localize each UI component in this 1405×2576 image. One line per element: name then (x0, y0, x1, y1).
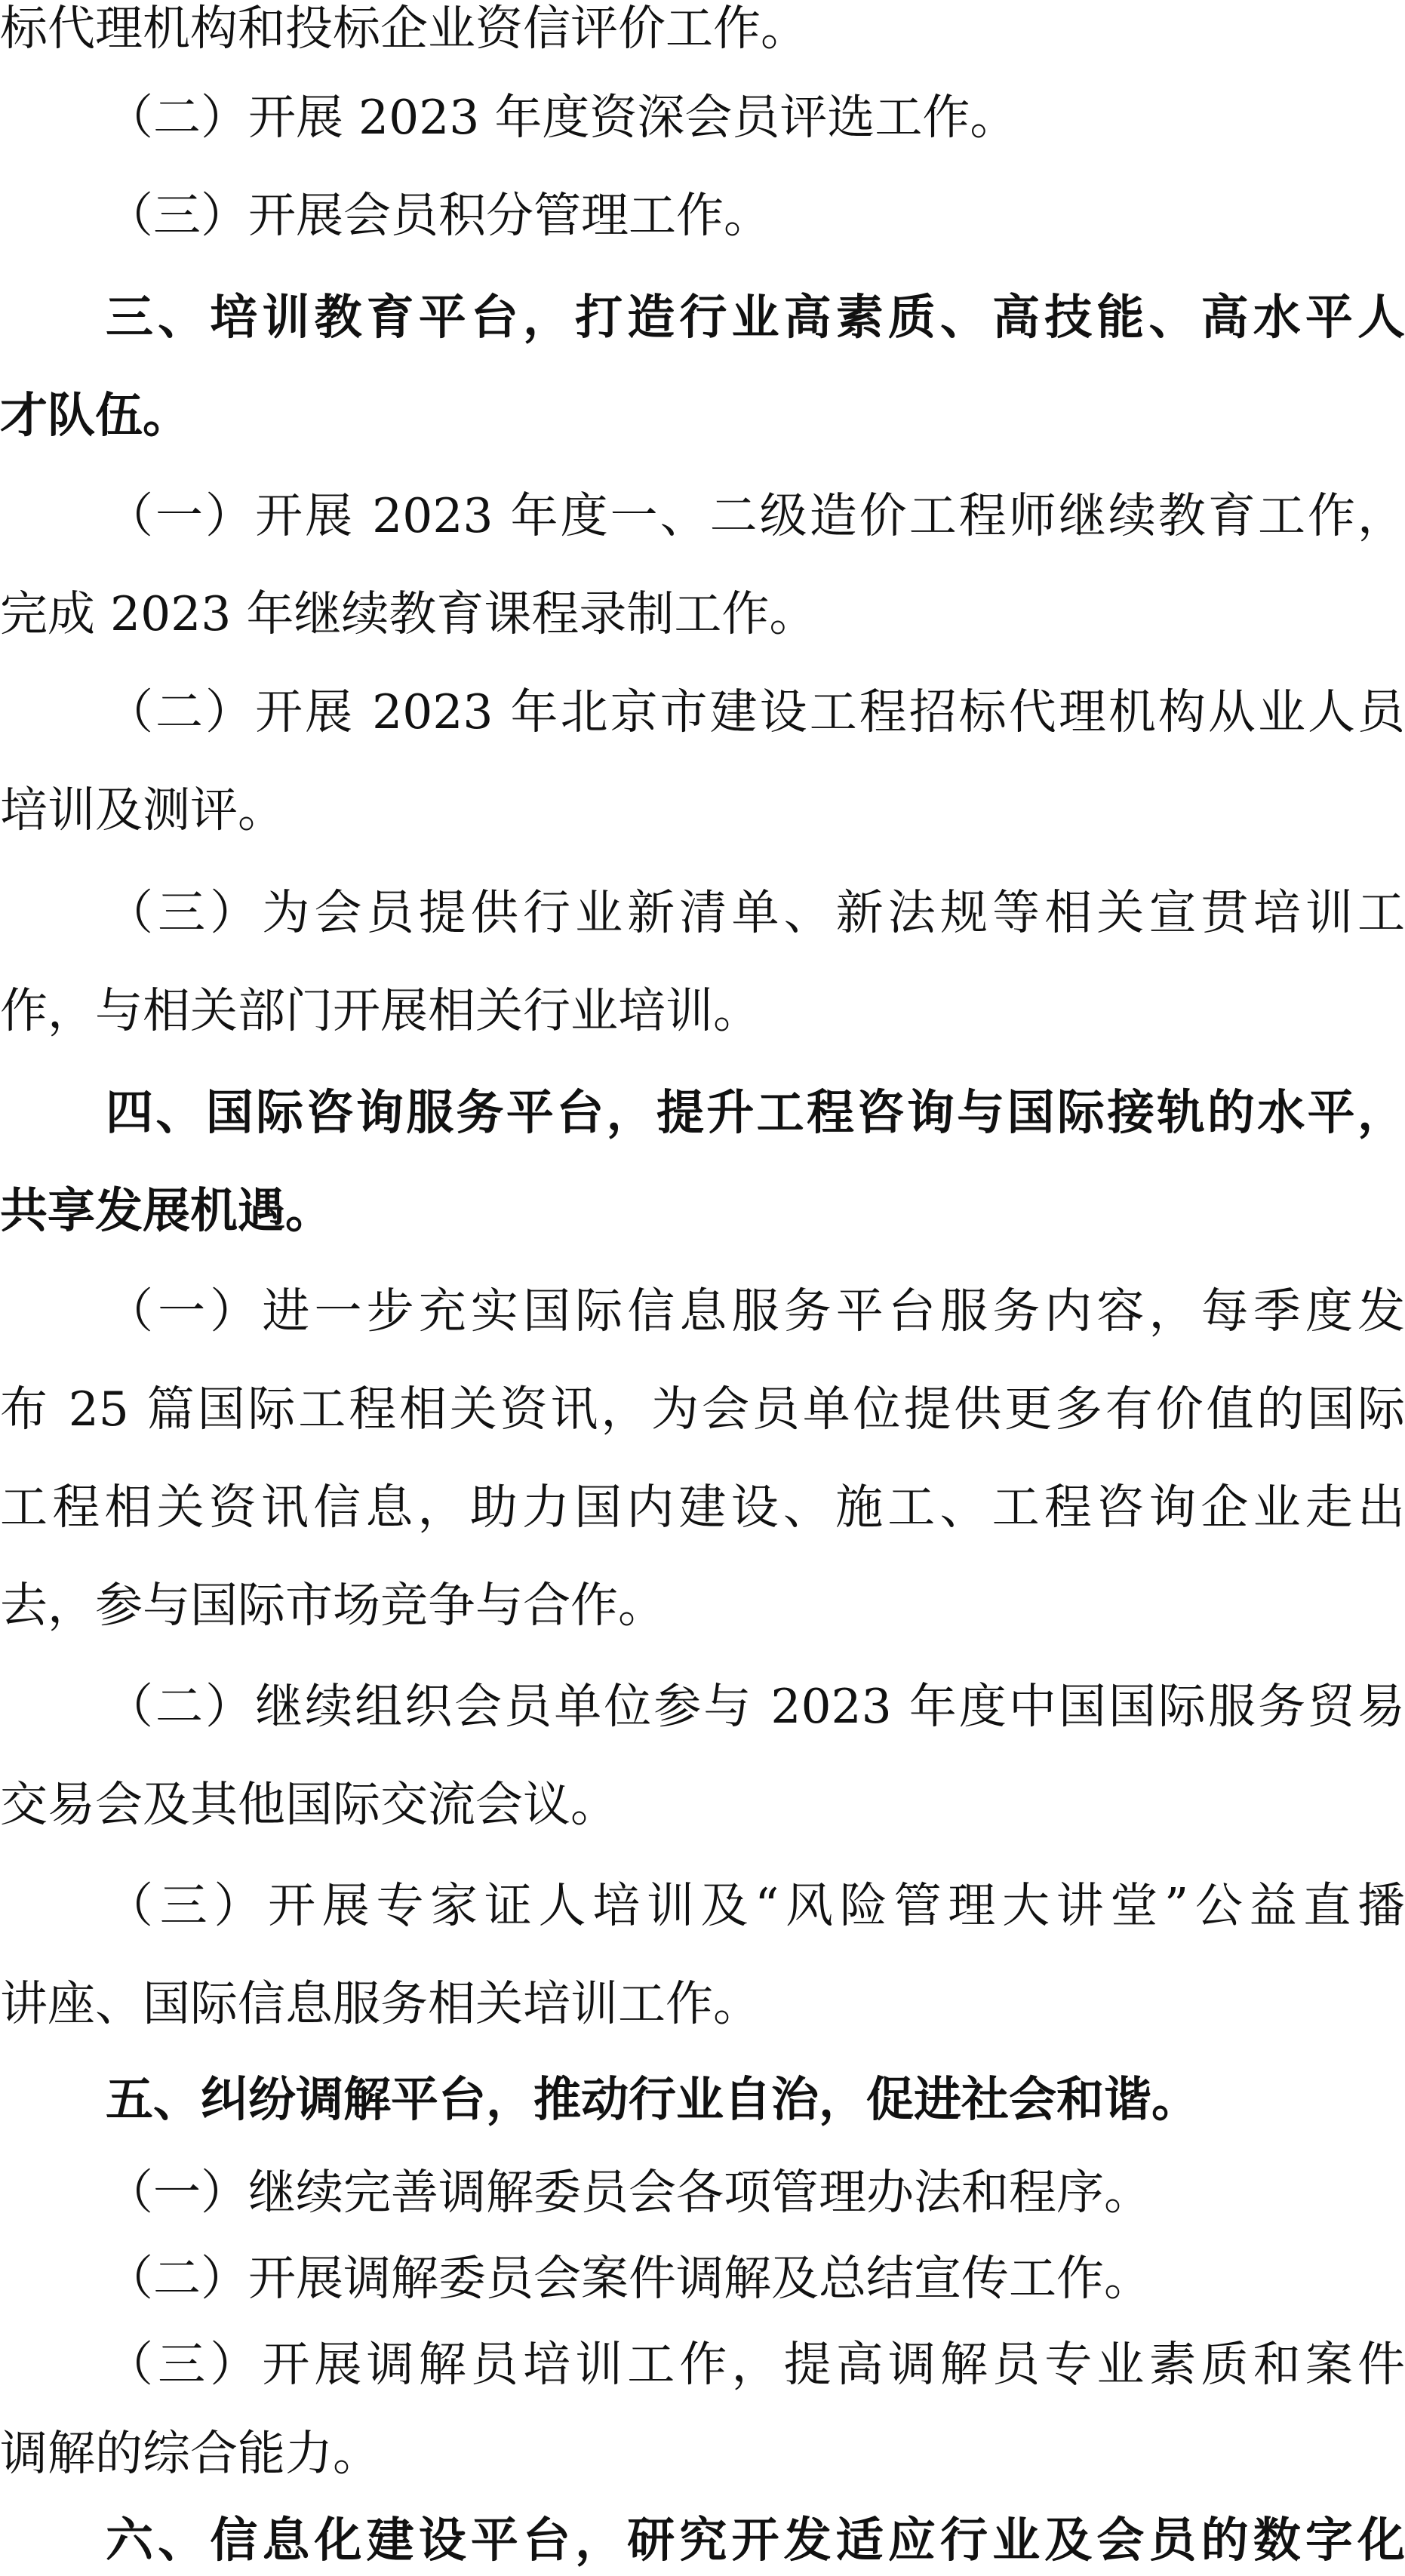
list-item: （一）开展 2023 年度一、二级造价工程师继续教育工作， (106, 488, 1405, 543)
section-heading: 四、国际咨询服务平台，提升工程咨询与国际接轨的水平， (106, 1084, 1405, 1140)
list-item: （一）进一步充实国际信息服务平台服务内容，每季度发 (106, 1283, 1405, 1339)
list-item: （二）开展调解委员会案件调解及总结宣传工作。 (106, 2251, 1151, 2306)
list-item: （三）开展专家证人培训及“风险管理大讲堂”公益直播 (106, 1878, 1405, 1933)
paragraph-line: 完成 2023 年继续教育课程录制工作。 (0, 586, 817, 641)
section-heading: 五、纠纷调解平台，推动行业自治，促进社会和谐。 (106, 2071, 1199, 2127)
list-item: （二）开展 2023 年度资深会员评选工作。 (106, 90, 1018, 145)
paragraph-line: 作，与相关部门开展相关行业培训。 (0, 983, 761, 1038)
section-heading-continued: 才队伍。 (0, 387, 190, 443)
list-item: （二）开展 2023 年北京市建设工程招标代理机构从业人员 (106, 684, 1405, 739)
paragraph-line: 培训及测评。 (0, 782, 285, 838)
section-heading: 三、培训教育平台，打造行业高素质、高技能、高水平人 (106, 289, 1405, 345)
paragraph-line: 讲座、国际信息服务相关培训工作。 (0, 1976, 761, 2031)
paragraph-line: 调解的综合能力。 (0, 2426, 380, 2481)
paragraph-line: 交易会及其他国际交流会议。 (0, 1777, 618, 1832)
paragraph-line: 布 25 篇国际工程相关资讯，为会员单位提供更多有价值的国际 (0, 1382, 1405, 1437)
list-item: （二）继续组织会员单位参与 2023 年度中国国际服务贸易 (106, 1679, 1405, 1734)
paragraph-line: 工程相关资讯信息，助力国内建设、施工、工程咨询企业走出 (0, 1480, 1405, 1535)
section-heading: 六、信息化建设平台，研究开发适应行业及会员的数字化 (106, 2512, 1405, 2568)
paragraph-line: 去，参与国际市场竞争与合作。 (0, 1578, 666, 1633)
list-item: （三）开展调解员培训工作，提高调解员专业素质和案件 (106, 2337, 1405, 2392)
paragraph-line: 标代理机构和投标企业资信评价工作。 (0, 1, 808, 56)
list-item: （一）继续完善调解委员会各项管理办法和程序。 (106, 2165, 1151, 2220)
list-item: （三）开展会员积分管理工作。 (106, 188, 771, 243)
list-item: （三）为会员提供行业新清单、新法规等相关宣贯培训工 (106, 885, 1405, 940)
section-heading-continued: 共享发展机遇。 (0, 1182, 333, 1238)
